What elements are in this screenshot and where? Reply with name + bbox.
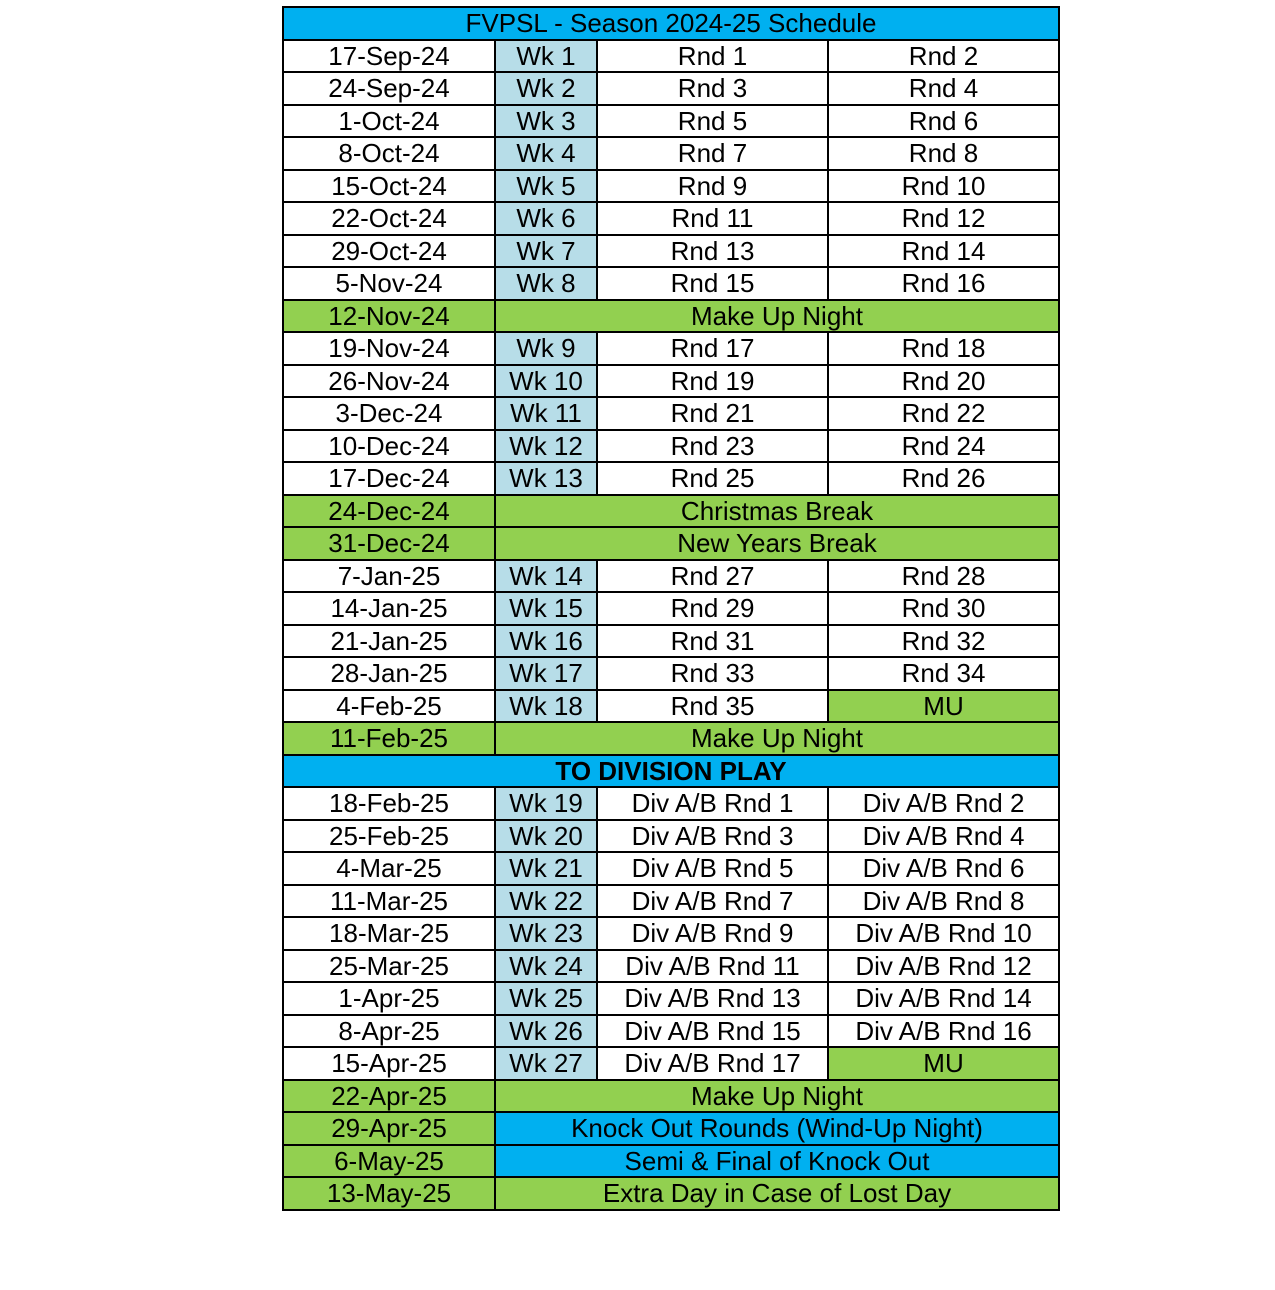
date-cell: 29-Oct-24 [283, 235, 495, 268]
round-1-cell: Rnd 15 [597, 267, 828, 300]
round-2-cell: Rnd 4 [828, 72, 1059, 105]
event-cell: Make Up Night [495, 722, 1059, 755]
round-1-cell: Rnd 23 [597, 430, 828, 463]
week-cell: Wk 18 [495, 690, 597, 723]
round-2-cell: Div A/B Rnd 6 [828, 852, 1059, 885]
week-cell: Wk 11 [495, 397, 597, 430]
schedule-row [283, 40, 1059, 73]
date-cell: 19-Nov-24 [283, 332, 495, 365]
schedule-row [283, 105, 1059, 138]
round-1-cell: Rnd 25 [597, 462, 828, 495]
schedule-row [283, 917, 1059, 950]
round-2-cell: Rnd 10 [828, 170, 1059, 203]
week-cell: Wk 26 [495, 1015, 597, 1048]
round-1-cell: Div A/B Rnd 5 [597, 852, 828, 885]
event-row [283, 1112, 1059, 1145]
round-2-cell: Rnd 20 [828, 365, 1059, 398]
schedule-row [283, 365, 1059, 398]
date-cell: 11-Mar-25 [283, 885, 495, 918]
week-cell: Wk 25 [495, 982, 597, 1015]
week-cell: Wk 6 [495, 202, 597, 235]
round-2-cell: Rnd 18 [828, 332, 1059, 365]
schedule-row [283, 462, 1059, 495]
event-row [283, 1080, 1059, 1113]
week-cell: Wk 3 [495, 105, 597, 138]
week-cell: Wk 13 [495, 462, 597, 495]
round-1-cell: Div A/B Rnd 17 [597, 1047, 828, 1080]
date-cell: 5-Nov-24 [283, 267, 495, 300]
schedule-row [283, 950, 1059, 983]
schedule-row [283, 267, 1059, 300]
week-cell: Wk 10 [495, 365, 597, 398]
round-2-cell: Div A/B Rnd 8 [828, 885, 1059, 918]
round-2-cell: Rnd 26 [828, 462, 1059, 495]
round-1-cell: Rnd 5 [597, 105, 828, 138]
event-cell: Knock Out Rounds (Wind-Up Night) [495, 1112, 1059, 1145]
round-2-cell: Rnd 12 [828, 202, 1059, 235]
section-row [283, 755, 1059, 788]
round-2-cell: Div A/B Rnd 16 [828, 1015, 1059, 1048]
section-heading: TO DIVISION PLAY [283, 755, 1059, 788]
week-cell: Wk 1 [495, 40, 597, 73]
round-1-cell: Rnd 11 [597, 202, 828, 235]
round-2-cell: Rnd 34 [828, 657, 1059, 690]
schedule-body [283, 7, 1059, 1210]
week-cell: Wk 5 [495, 170, 597, 203]
event-cell: Semi & Final of Knock Out [495, 1145, 1059, 1178]
week-cell: Wk 17 [495, 657, 597, 690]
schedule-row [283, 625, 1059, 658]
round-2-cell: Rnd 6 [828, 105, 1059, 138]
week-cell: Wk 2 [495, 72, 597, 105]
schedule-row [283, 137, 1059, 170]
schedule-title: FVPSL - Season 2024-25 Schedule [283, 7, 1059, 40]
week-cell: Wk 8 [495, 267, 597, 300]
date-cell: 18-Feb-25 [283, 787, 495, 820]
date-cell: 15-Apr-25 [283, 1047, 495, 1080]
round-2-cell: Rnd 2 [828, 40, 1059, 73]
date-cell: 17-Sep-24 [283, 40, 495, 73]
date-cell: 15-Oct-24 [283, 170, 495, 203]
week-cell: Wk 21 [495, 852, 597, 885]
schedule-row [283, 170, 1059, 203]
week-cell: Wk 9 [495, 332, 597, 365]
week-cell: Wk 27 [495, 1047, 597, 1080]
event-cell: Christmas Break [495, 495, 1059, 528]
date-cell: 8-Oct-24 [283, 137, 495, 170]
date-cell: 24-Dec-24 [283, 495, 495, 528]
schedule-row [283, 592, 1059, 625]
event-row [283, 1177, 1059, 1210]
round-2-cell: Rnd 30 [828, 592, 1059, 625]
round-1-cell: Div A/B Rnd 15 [597, 1015, 828, 1048]
date-cell: 18-Mar-25 [283, 917, 495, 950]
round-1-cell: Rnd 1 [597, 40, 828, 73]
schedule-row [283, 657, 1059, 690]
week-cell: Wk 14 [495, 560, 597, 593]
date-cell: 7-Jan-25 [283, 560, 495, 593]
week-cell: Wk 20 [495, 820, 597, 853]
round-2-cell: Div A/B Rnd 2 [828, 787, 1059, 820]
date-cell: 25-Feb-25 [283, 820, 495, 853]
round-1-cell: Rnd 17 [597, 332, 828, 365]
event-cell: New Years Break [495, 527, 1059, 560]
round-1-cell: Rnd 35 [597, 690, 828, 723]
event-row [283, 1145, 1059, 1178]
round-2-cell: Div A/B Rnd 4 [828, 820, 1059, 853]
round-1-cell: Rnd 19 [597, 365, 828, 398]
round-2-cell: Div A/B Rnd 14 [828, 982, 1059, 1015]
event-row [283, 527, 1059, 560]
schedule-row [283, 430, 1059, 463]
round-2-cell: MU [828, 1047, 1059, 1080]
round-1-cell: Rnd 31 [597, 625, 828, 658]
schedule-row [283, 202, 1059, 235]
date-cell: 12-Nov-24 [283, 300, 495, 333]
round-1-cell: Rnd 29 [597, 592, 828, 625]
date-cell: 11-Feb-25 [283, 722, 495, 755]
round-2-cell: Rnd 8 [828, 137, 1059, 170]
schedule-row [283, 690, 1059, 723]
week-cell: Wk 12 [495, 430, 597, 463]
date-cell: 4-Mar-25 [283, 852, 495, 885]
round-2-cell: Div A/B Rnd 12 [828, 950, 1059, 983]
round-1-cell: Div A/B Rnd 3 [597, 820, 828, 853]
round-2-cell: Rnd 16 [828, 267, 1059, 300]
week-cell: Wk 16 [495, 625, 597, 658]
round-2-cell: Rnd 14 [828, 235, 1059, 268]
date-cell: 10-Dec-24 [283, 430, 495, 463]
round-2-cell: MU [828, 690, 1059, 723]
week-cell: Wk 22 [495, 885, 597, 918]
week-cell: Wk 19 [495, 787, 597, 820]
date-cell: 22-Oct-24 [283, 202, 495, 235]
date-cell: 28-Jan-25 [283, 657, 495, 690]
round-1-cell: Div A/B Rnd 1 [597, 787, 828, 820]
date-cell: 1-Apr-25 [283, 982, 495, 1015]
round-2-cell: Rnd 32 [828, 625, 1059, 658]
round-1-cell: Rnd 9 [597, 170, 828, 203]
date-cell: 8-Apr-25 [283, 1015, 495, 1048]
round-1-cell: Rnd 21 [597, 397, 828, 430]
date-cell: 3-Dec-24 [283, 397, 495, 430]
round-2-cell: Rnd 24 [828, 430, 1059, 463]
title-row [283, 7, 1059, 40]
schedule-row [283, 820, 1059, 853]
round-2-cell: Rnd 22 [828, 397, 1059, 430]
date-cell: 4-Feb-25 [283, 690, 495, 723]
date-cell: 24-Sep-24 [283, 72, 495, 105]
date-cell: 6-May-25 [283, 1145, 495, 1178]
date-cell: 21-Jan-25 [283, 625, 495, 658]
round-1-cell: Rnd 13 [597, 235, 828, 268]
event-cell: Make Up Night [495, 300, 1059, 333]
week-cell: Wk 7 [495, 235, 597, 268]
date-cell: 13-May-25 [283, 1177, 495, 1210]
week-cell: Wk 4 [495, 137, 597, 170]
event-cell: Make Up Night [495, 1080, 1059, 1113]
date-cell: 29-Apr-25 [283, 1112, 495, 1145]
round-1-cell: Rnd 3 [597, 72, 828, 105]
event-row [283, 495, 1059, 528]
schedule-row [283, 560, 1059, 593]
round-2-cell: Div A/B Rnd 10 [828, 917, 1059, 950]
date-cell: 25-Mar-25 [283, 950, 495, 983]
date-cell: 31-Dec-24 [283, 527, 495, 560]
event-cell: Extra Day in Case of Lost Day [495, 1177, 1059, 1210]
round-1-cell: Rnd 27 [597, 560, 828, 593]
schedule-row [283, 885, 1059, 918]
schedule-row [283, 72, 1059, 105]
round-1-cell: Rnd 7 [597, 137, 828, 170]
date-cell: 1-Oct-24 [283, 105, 495, 138]
round-1-cell: Div A/B Rnd 9 [597, 917, 828, 950]
date-cell: 26-Nov-24 [283, 365, 495, 398]
round-1-cell: Div A/B Rnd 7 [597, 885, 828, 918]
event-row [283, 722, 1059, 755]
round-1-cell: Rnd 33 [597, 657, 828, 690]
week-cell: Wk 24 [495, 950, 597, 983]
schedule-row [283, 235, 1059, 268]
schedule-row [283, 982, 1059, 1015]
schedule-row [283, 1047, 1059, 1080]
event-row [283, 300, 1059, 333]
round-1-cell: Div A/B Rnd 11 [597, 950, 828, 983]
week-cell: Wk 23 [495, 917, 597, 950]
schedule-row [283, 852, 1059, 885]
round-1-cell: Div A/B Rnd 13 [597, 982, 828, 1015]
week-cell: Wk 15 [495, 592, 597, 625]
schedule-table [282, 6, 1060, 1211]
schedule-row [283, 332, 1059, 365]
date-cell: 22-Apr-25 [283, 1080, 495, 1113]
schedule-row [283, 397, 1059, 430]
date-cell: 17-Dec-24 [283, 462, 495, 495]
schedule-row [283, 787, 1059, 820]
round-2-cell: Rnd 28 [828, 560, 1059, 593]
schedule-row [283, 1015, 1059, 1048]
date-cell: 14-Jan-25 [283, 592, 495, 625]
